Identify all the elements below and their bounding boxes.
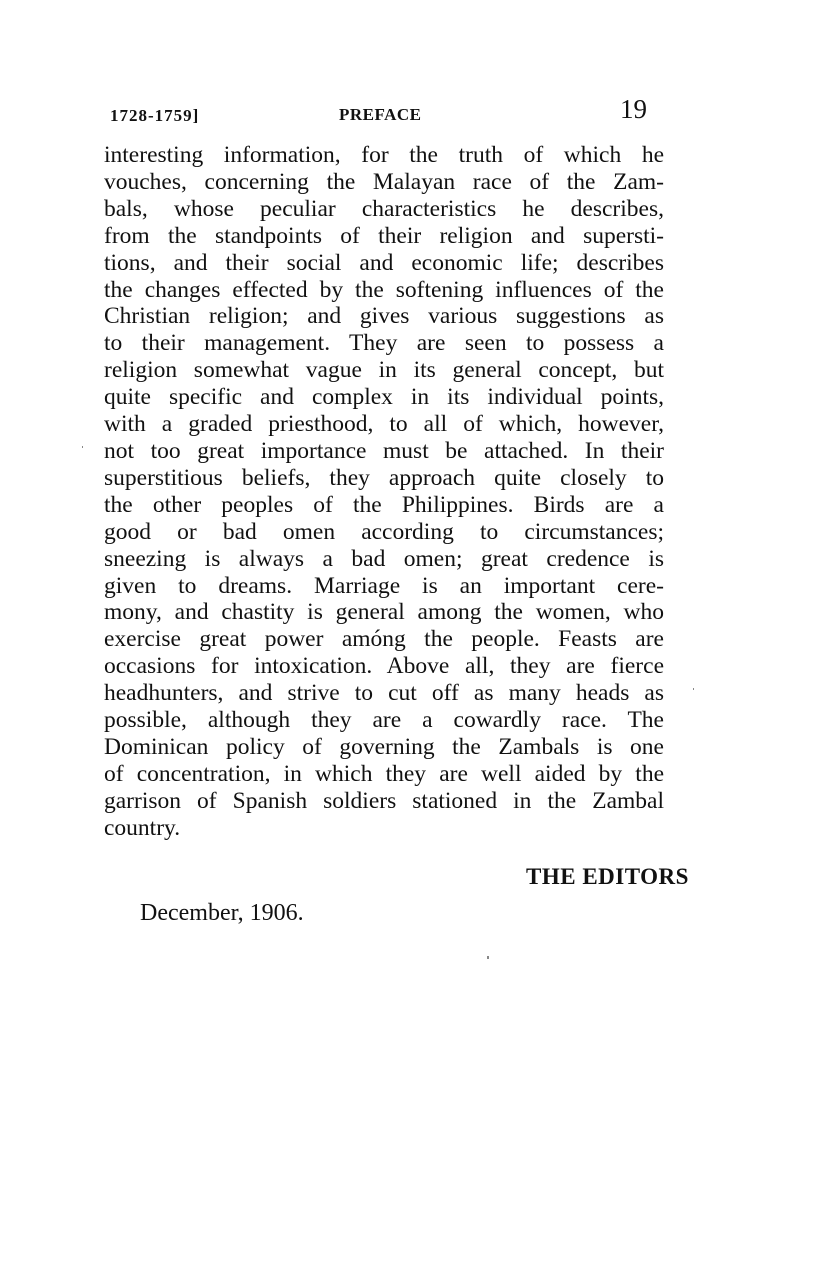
text-line: not too great importance must be attached. In their	[104, 437, 664, 464]
text-line: bals, whose peculiar characteristics he describes,	[104, 195, 664, 222]
body-paragraph	[104, 142, 664, 842]
text-line: Dominican policy of governing the Zambals is one	[104, 733, 664, 760]
text-line: quite specific and complex in its individual points,	[104, 384, 664, 411]
text-line: superstitious beliefs, they approach quite closely to	[104, 464, 664, 491]
text-line: the other peoples of the Philippines. Birds are a	[104, 491, 664, 518]
scan-speck	[487, 956, 489, 959]
text-line: with a graded priesthood, to all of which, however,	[104, 411, 664, 438]
text-line: Christian religion; and gives various suggestions as	[104, 303, 664, 330]
text-line: of concentration, in which they are well aided by the	[104, 760, 664, 787]
text-line: country.	[104, 814, 181, 841]
scan-speck	[82, 446, 83, 448]
text-line: from the standpoints of their religion and supersti-	[104, 222, 664, 249]
text-line: tions, and their social and economic life; describes	[104, 249, 664, 276]
text-line: possible, although they are a cowardly race. The	[104, 707, 664, 734]
running-head	[100, 94, 660, 130]
editors-signature: THE EDITORS	[526, 864, 689, 889]
page-number: 19	[620, 94, 647, 124]
text-line: mony, and chastity is general among the women, who	[104, 599, 664, 626]
scan-speck	[693, 688, 694, 690]
text-line: given to dreams. Marriage is an important cere-	[104, 572, 664, 599]
text-line: garrison of Spanish soldiers stationed in the Zambal	[104, 787, 664, 814]
text-line: vouches, concerning the Malayan race of the Zam-	[104, 168, 664, 195]
text-line: headhunters, and strive to cut off as many heads as	[104, 680, 664, 707]
text-line: the changes effected by the softening influences of the	[104, 276, 664, 303]
text-line: to their management. They are seen to possess a	[104, 330, 664, 357]
text-line: interesting information, for the truth of which he	[104, 142, 664, 168]
text-line: religion somewhat vague in its general concept, but	[104, 357, 664, 384]
publication-date: December, 1906.	[140, 900, 304, 926]
text-line: occasions for intoxication. Above all, they are fierce	[104, 653, 664, 680]
text-line: good or bad omen according to circumstances;	[104, 518, 664, 545]
text-line: exercise great power amóng the people. Feasts are	[104, 626, 664, 653]
section-title: PREFACE	[339, 105, 422, 124]
date-range-header: 1728-1759]	[110, 106, 200, 125]
text-line: sneezing is always a bad omen; great credence is	[104, 545, 664, 572]
